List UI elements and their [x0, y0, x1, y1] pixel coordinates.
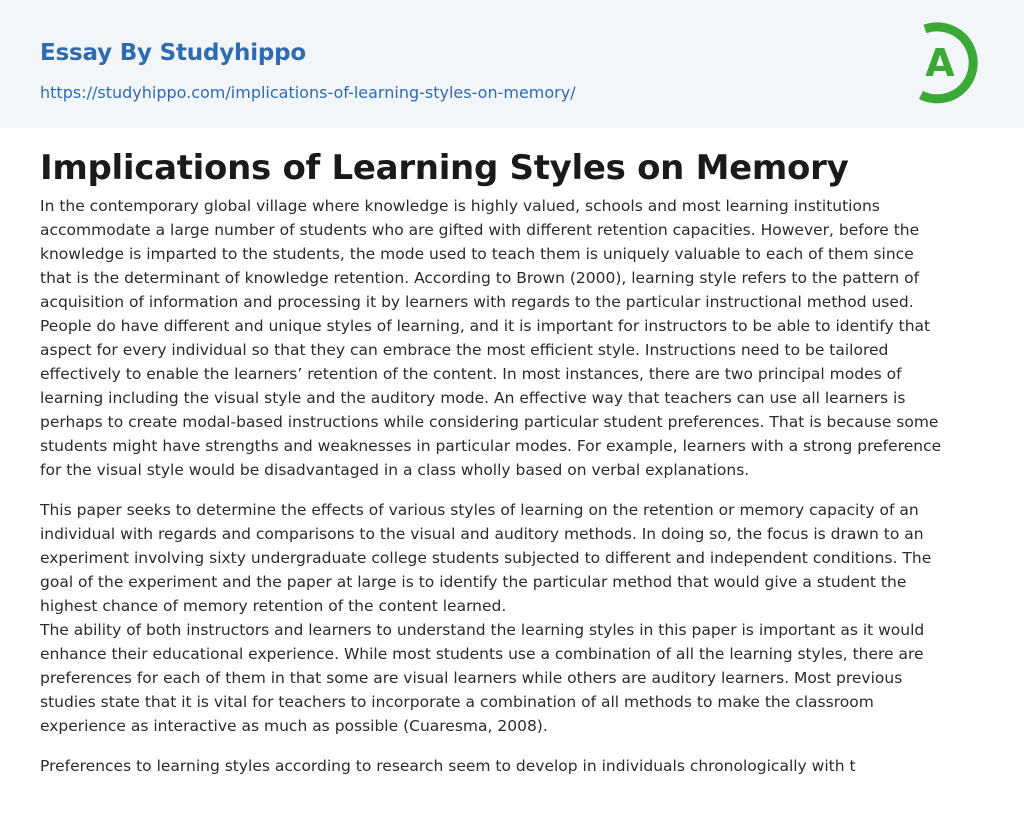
- text-line: Preferences to learning styles according to research seem to develop in individuals chronologically with t: [40, 757, 856, 775]
- text-line: effectively to enable the learners’ retention of the content. In most instances, there are two principal modes of: [40, 365, 902, 383]
- text-line: experience as interactive as much as possible (Cuaresma, 2008).: [40, 717, 548, 735]
- text-line: accommodate a large number of students who are gifted with different retention capacities. However, before the: [40, 221, 920, 239]
- text-line: individual with regards and comparisons to the visual and auditory methods. In doing so, the focus is drawn to an: [40, 525, 924, 543]
- text-line: enhance their educational experience. While most students use a combination of all the learning styles, there are: [40, 645, 924, 663]
- text-line: learning including the visual style and the auditory mode. An effective way that teachers can use all learners is: [40, 389, 906, 407]
- text-line: The ability of both instructors and learners to understand the learning styles in this paper is important as it would: [40, 621, 925, 639]
- essay-paragraph: [40, 498, 988, 738]
- text-line: knowledge is imparted to the students, the mode used to teach them is uniquely valuable to each of them since: [40, 245, 914, 263]
- page-title: Implications of Learning Styles on Memory: [40, 148, 849, 188]
- text-line: goal of the experiment and the paper at large is to identify the particular method that would give a student the: [40, 573, 907, 591]
- studyhippo-logo-icon[interactable]: [910, 18, 988, 106]
- essay-paragraph: [40, 194, 988, 482]
- essay-url-link[interactable]: https://studyhippo.com/implications-of-learning-styles-on-memory/: [40, 83, 576, 102]
- text-line: preferences for each of them in that some are visual learners while others are auditory learners. Most previous: [40, 669, 903, 687]
- text-line: highest chance of memory retention of the content learned.: [40, 597, 507, 615]
- text-line: People do have different and unique styles of learning, and it is important for instructors to be able to identify that: [40, 317, 931, 335]
- text-line: perhaps to create modal-based instructions while considering particular student preferences. That is because some: [40, 413, 939, 431]
- text-line: students might have strengths and weaknesses in particular modes. For example, learners with a strong preference: [40, 437, 942, 455]
- site-brand[interactable]: Essay By Studyhippo: [40, 40, 307, 66]
- site-header: [0, 0, 1024, 128]
- text-line: that is the determinant of knowledge retention. According to Brown (2000), learning style refers to the pattern of: [40, 269, 920, 287]
- essay-paragraph: [40, 754, 988, 778]
- text-line: for the visual style would be disadvantaged in a class wholly based on verbal explanations.: [40, 461, 750, 479]
- text-line: In the contemporary global village where knowledge is highly valued, schools and most learning institutions: [40, 197, 880, 215]
- text-line: This paper seeks to determine the effects of various styles of learning on the retention or memory capacity of an: [40, 501, 919, 519]
- text-line: acquisition of information and processing it by learners with regards to the particular instructional method used.: [40, 293, 914, 311]
- essay-body: [40, 194, 988, 778]
- text-line: aspect for every individual so that they can embrace the most efficient style. Instructions need to be tailored: [40, 341, 889, 359]
- text-line: studies state that it is vital for teachers to incorporate a combination of all methods to make the classroom: [40, 693, 874, 711]
- logo-letter: A: [925, 41, 955, 85]
- text-line: experiment involving sixty undergraduate college students subjected to different and independent conditions. The: [40, 549, 932, 567]
